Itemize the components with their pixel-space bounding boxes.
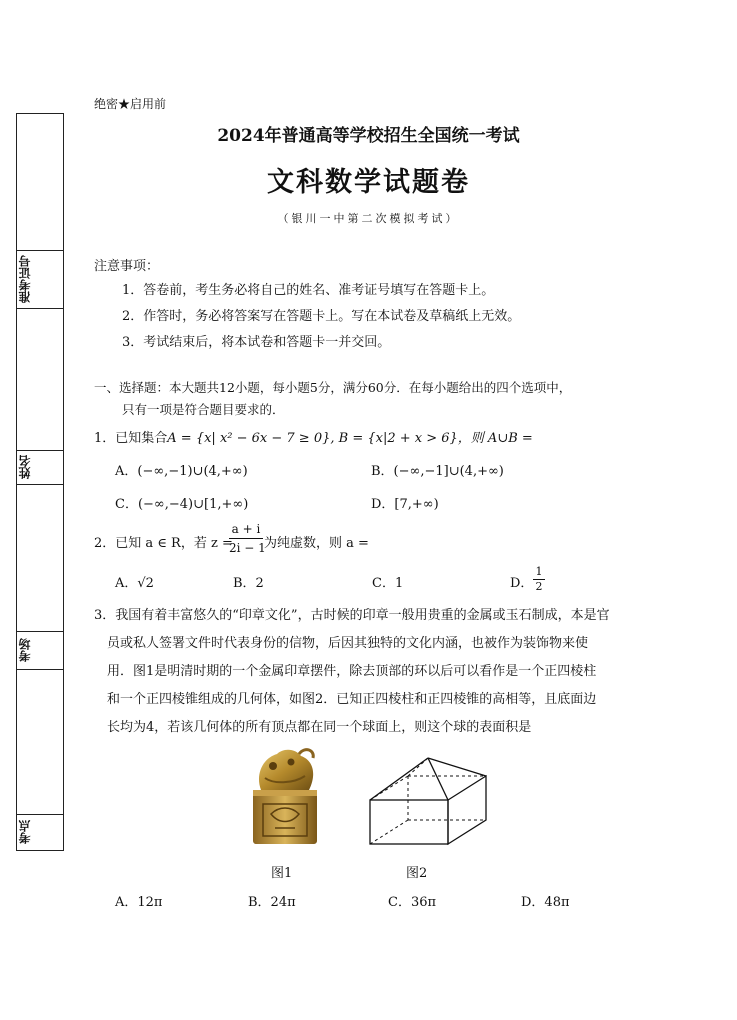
notice-heading: 注意事项：: [94, 259, 160, 274]
q1-option-b: B．(−∞,−1]∪(4,+∞): [371, 464, 504, 479]
q1-ask: ，则 A∪B =: [457, 431, 533, 446]
q2-option-d-denominator: 2: [535, 580, 543, 593]
q2-option-a: A．√2: [115, 576, 154, 591]
notice-item: 3．考试结束后，将本试卷和答题卡一并交回。: [122, 335, 391, 350]
notice-item: 2．作答时，务必将答案写在答题卡上。写在本试卷及草稿纸上无效。: [122, 309, 521, 324]
q3-line: 和一个正四棱锥组成的几何体，如图2．已知正四棱柱和正四棱锥的高相等，且底面边: [107, 692, 597, 707]
q1-option-a: A．(−∞,−1)∪(4,+∞): [115, 464, 248, 479]
q3-line: 3．我国有着丰富悠久的“印章文化”，古时候的印章一般用贵重的金属或玉石制成，本是官: [94, 608, 610, 623]
exam-title: 2024年普通高等学校招生全国统一考试: [217, 126, 520, 146]
q3-option-a: A．12π: [115, 895, 163, 910]
q2-fraction-denominator: 2i − 1: [229, 541, 266, 555]
q2-option-d: D．: [510, 576, 534, 591]
side-label-exam-site: 考点: [18, 820, 32, 845]
confidential-mark: 绝密★启用前: [94, 97, 167, 111]
question-1-stem: [94, 427, 533, 446]
section-instructions: 一、选择题：本大题共12小题，每小题5分，满分60分．在每小题给出的四个选项中，: [94, 380, 572, 395]
q1-option-c: C．(−∞,−4)∪[1,+∞): [115, 497, 249, 512]
q2-fraction-numerator: a + i: [231, 522, 261, 536]
seal-photo: [243, 744, 327, 848]
section-instructions-line2: 只有一项是符合题目要求的．: [122, 402, 285, 417]
q2-prefix: 2．已知 a ∈ R，若 z =: [94, 536, 233, 551]
side-divider: [17, 669, 63, 670]
q3-option-b: B．24π: [248, 895, 296, 910]
q2-suffix: 为纯虚数，则 a =: [264, 536, 369, 551]
q2-option-b: B．2: [233, 576, 264, 591]
q1-set-b: , B = {x|2 + x > 6}: [330, 431, 458, 446]
q3-line: 员或私人签署文件时代表身份的信物，后因其独特的文化内涵，也被作为装饰物来使: [107, 636, 589, 651]
section-heading: [94, 378, 571, 396]
q3-option-c: C．36π: [388, 895, 437, 910]
paper-title: 文科数学试题卷: [267, 167, 470, 198]
q1-prefix: 1．已知集合: [94, 431, 168, 446]
notice-item: 1．答卷前，考生务必将自己的姓名、准考证号填写在答题卡上。: [122, 283, 495, 298]
q3-option-d: D．48π: [521, 895, 570, 910]
q3-line: 长均为4，若该几何体的所有顶点都在同一个球面上，则这个球的表面积是: [107, 720, 532, 735]
q3-line: 用．图1是明清时期的一个金属印章摆件，除去顶部的环以后可以看作是一个正四棱柱: [107, 664, 597, 679]
q1-set-a: A = {x| x² − 6x − 7 ≥ 0}: [167, 431, 331, 446]
side-label-exam-room: 考场: [18, 638, 32, 662]
side-label-name: 姓名: [18, 455, 32, 479]
paper-subtitle: （银川一中第二次模拟考试）: [277, 212, 460, 225]
side-divider: [17, 484, 63, 485]
q1-option-d: D．[7,+∞): [371, 497, 439, 512]
q2-fraction-bar: [229, 538, 263, 539]
q2-option-c: C．1: [372, 576, 404, 591]
q2-option-d-numerator: 1: [535, 565, 543, 578]
figure-2-caption: 图2: [406, 866, 428, 881]
geometry-figure: [366, 752, 490, 848]
side-divider: [17, 308, 63, 309]
side-label-exam-number: 准考证号: [18, 255, 32, 303]
figure-1-caption: 图1: [271, 866, 293, 881]
